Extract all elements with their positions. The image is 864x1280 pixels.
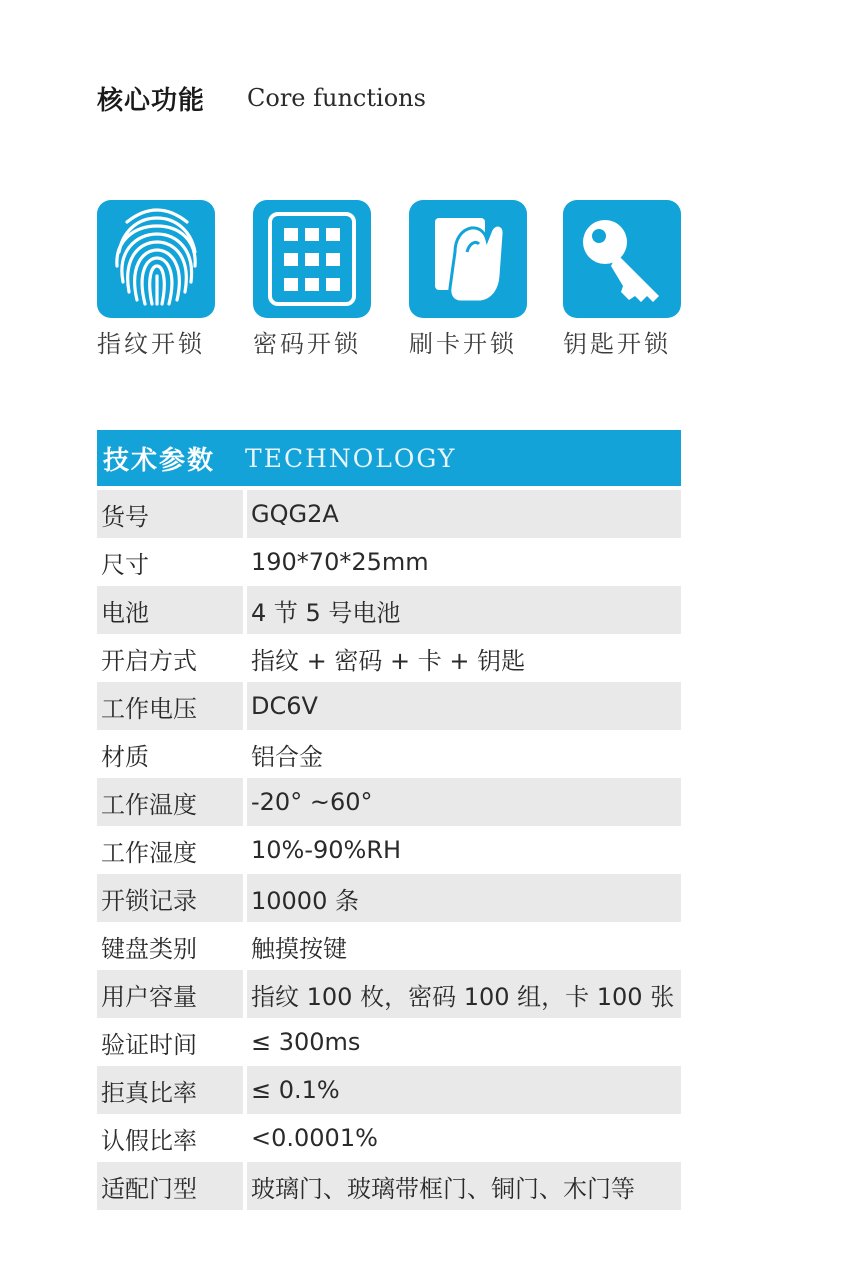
feature-label: 钥匙开锁	[563, 330, 671, 358]
spec-value: 玻璃门、玻璃带框门、铜门、木门等	[247, 1162, 681, 1210]
spec-value: 触摸按键	[251, 934, 347, 963]
spec-value: -20° ~60°	[247, 778, 681, 826]
spec-value: GQG2A	[247, 490, 681, 538]
spec-key: 电池	[97, 586, 243, 634]
spec-key: 开锁记录	[97, 874, 243, 922]
spec-key: 键盘类别	[101, 934, 197, 963]
spec-value: 10000 条	[247, 874, 681, 922]
spec-key: 认假比率	[101, 1126, 197, 1155]
feature-list	[97, 200, 687, 360]
spec-key: 验证时间	[101, 1030, 197, 1059]
spec-value: 指纹 + 密码 + 卡 + 钥匙	[251, 646, 526, 675]
spec-value: DC6V	[247, 682, 681, 730]
feature-label: 密码开锁	[253, 330, 361, 358]
table-row	[97, 1066, 681, 1114]
table-row	[97, 970, 681, 1018]
spec-value: 指纹 100 枚，密码 100 组，卡 100 张	[247, 970, 681, 1018]
feature-card	[409, 200, 533, 359]
spec-title-en: TECHNOLOGY	[245, 443, 457, 473]
spec-table	[97, 430, 681, 1210]
feature-key	[563, 200, 687, 359]
spec-value: 铝合金	[251, 742, 323, 771]
table-row	[97, 730, 681, 778]
spec-key: 工作湿度	[101, 838, 197, 867]
table-row	[97, 1018, 681, 1066]
keypad-icon	[253, 200, 371, 318]
spec-value: 10%-90%RH	[251, 836, 402, 864]
spec-value: <0.0001%	[251, 1124, 378, 1152]
feature-fingerprint	[97, 200, 221, 359]
card-icon	[409, 200, 527, 318]
spec-value: ≤ 0.1%	[247, 1066, 681, 1114]
core-title-cn: 核心功能	[97, 85, 206, 116]
spec-value: 4 节 5 号电池	[247, 586, 681, 634]
spec-value: ≤ 300ms	[251, 1028, 361, 1056]
spec-key: 拒真比率	[97, 1066, 243, 1114]
table-row	[97, 874, 681, 922]
table-row	[97, 1162, 681, 1210]
table-row	[97, 682, 681, 730]
table-row	[97, 490, 681, 538]
spec-key: 货号	[97, 490, 243, 538]
spec-title-cn: 技术参数	[103, 445, 216, 476]
feature-label: 指纹开锁	[97, 330, 205, 358]
feature-label: 刷卡开锁	[409, 330, 517, 358]
core-functions-heading	[97, 78, 426, 118]
key-icon	[563, 200, 681, 318]
spec-key: 尺寸	[101, 550, 149, 579]
spec-key: 适配门型	[97, 1162, 243, 1210]
spec-key: 材质	[101, 742, 149, 771]
spec-key: 用户容量	[97, 970, 243, 1018]
table-row	[97, 826, 681, 874]
table-row	[97, 778, 681, 826]
feature-keypad	[253, 200, 377, 359]
table-row	[97, 586, 681, 634]
table-row	[97, 634, 681, 682]
spec-rows	[97, 490, 681, 1210]
core-title-en: Core functions	[247, 84, 426, 112]
table-row	[97, 922, 681, 970]
spec-header	[97, 430, 681, 486]
spec-key: 开启方式	[101, 646, 197, 675]
fingerprint-icon	[97, 200, 215, 318]
table-row	[97, 538, 681, 586]
table-row	[97, 1114, 681, 1162]
spec-key: 工作电压	[97, 682, 243, 730]
spec-key: 工作温度	[97, 778, 243, 826]
spec-value: 190*70*25mm	[251, 548, 429, 576]
